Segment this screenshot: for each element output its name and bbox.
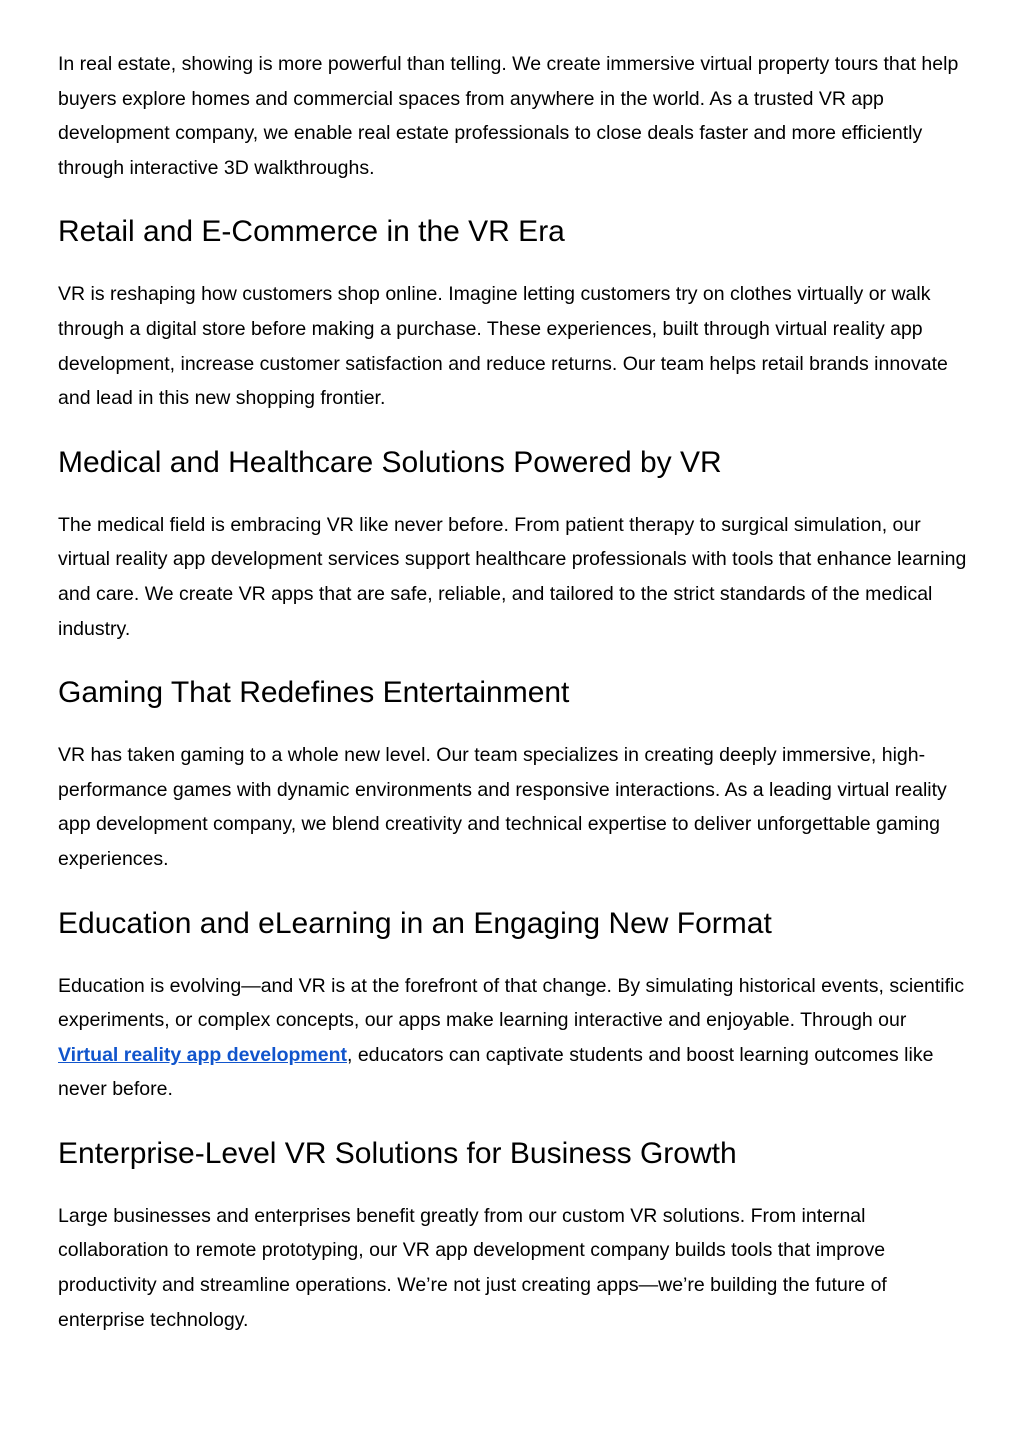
section-retail: [58, 214, 968, 415]
paragraph-education-text-before: Education is evolving—and VR is at the forefront of that change. By simulating historical events, scientific experiments, or complex concepts, our apps make learning interactive and enjoyable. Through our: [58, 974, 965, 1032]
section-education: [58, 906, 968, 1107]
section-enterprise: [58, 1136, 968, 1337]
heading-retail: Retail and E-Commerce in the VR Era: [58, 215, 565, 249]
heading-medical: Medical and Healthcare Solutions Powered by VR: [58, 445, 722, 479]
document-page: [58, 47, 968, 1337]
paragraph-education: [58, 969, 968, 1107]
heading-gaming: Gaming That Redefines Entertainment: [58, 676, 570, 710]
paragraph-medical: The medical field is embracing VR like never before. From patient therapy to surgical simulation, our virtual reality app development services support healthcare professionals with tools that enhance learning and care. We create VR apps that are safe, reliable, and tailored to the strict standards of the medical industry.: [58, 513, 967, 640]
vr-app-development-link[interactable]: Virtual reality app development: [58, 1043, 347, 1066]
intro-paragraph: In real estate, showing is more powerful than telling. We create immersive virtual property tours that help buyers explore homes and commercial spaces from anywhere in the world. As a trusted VR app development company, we enable real estate professionals to close deals faster and more efficiently through interactive 3D walkthroughs.: [58, 53, 959, 179]
paragraph-education-text-after: , educators can captivate students and boost learning outcomes like never before.: [58, 1043, 934, 1101]
paragraph-enterprise: Large businesses and enterprises benefit greatly from our custom VR solutions. From internal collaboration to remote prototyping, our VR app development company builds tools that improve productivity and streamline operations. We’re not just creating apps—we’re building the future of enterprise technology.: [58, 1204, 887, 1331]
section-gaming: [58, 675, 968, 876]
heading-education: Education and eLearning in an Engaging New Format: [58, 906, 772, 940]
paragraph-retail: VR is reshaping how customers shop online. Imagine letting customers try on clothes virtually or walk through a digital store before making a purchase. These experiences, built through virtual reality app development, increase customer satisfaction and reduce returns. Our team helps retail brands innovate and lead in this new shopping frontier.: [58, 283, 948, 410]
paragraph-gaming: VR has taken gaming to a whole new level. Our team specializes in creating deeply immersive, high-performance games with dynamic environments and responsive interactions. As a leading virtual reality app development company, we blend creativity and technical expertise to deliver unforgettable gaming experiences.: [58, 744, 947, 870]
heading-enterprise: Enterprise-Level VR Solutions for Business Growth: [58, 1136, 737, 1170]
section-medical: [58, 445, 968, 646]
